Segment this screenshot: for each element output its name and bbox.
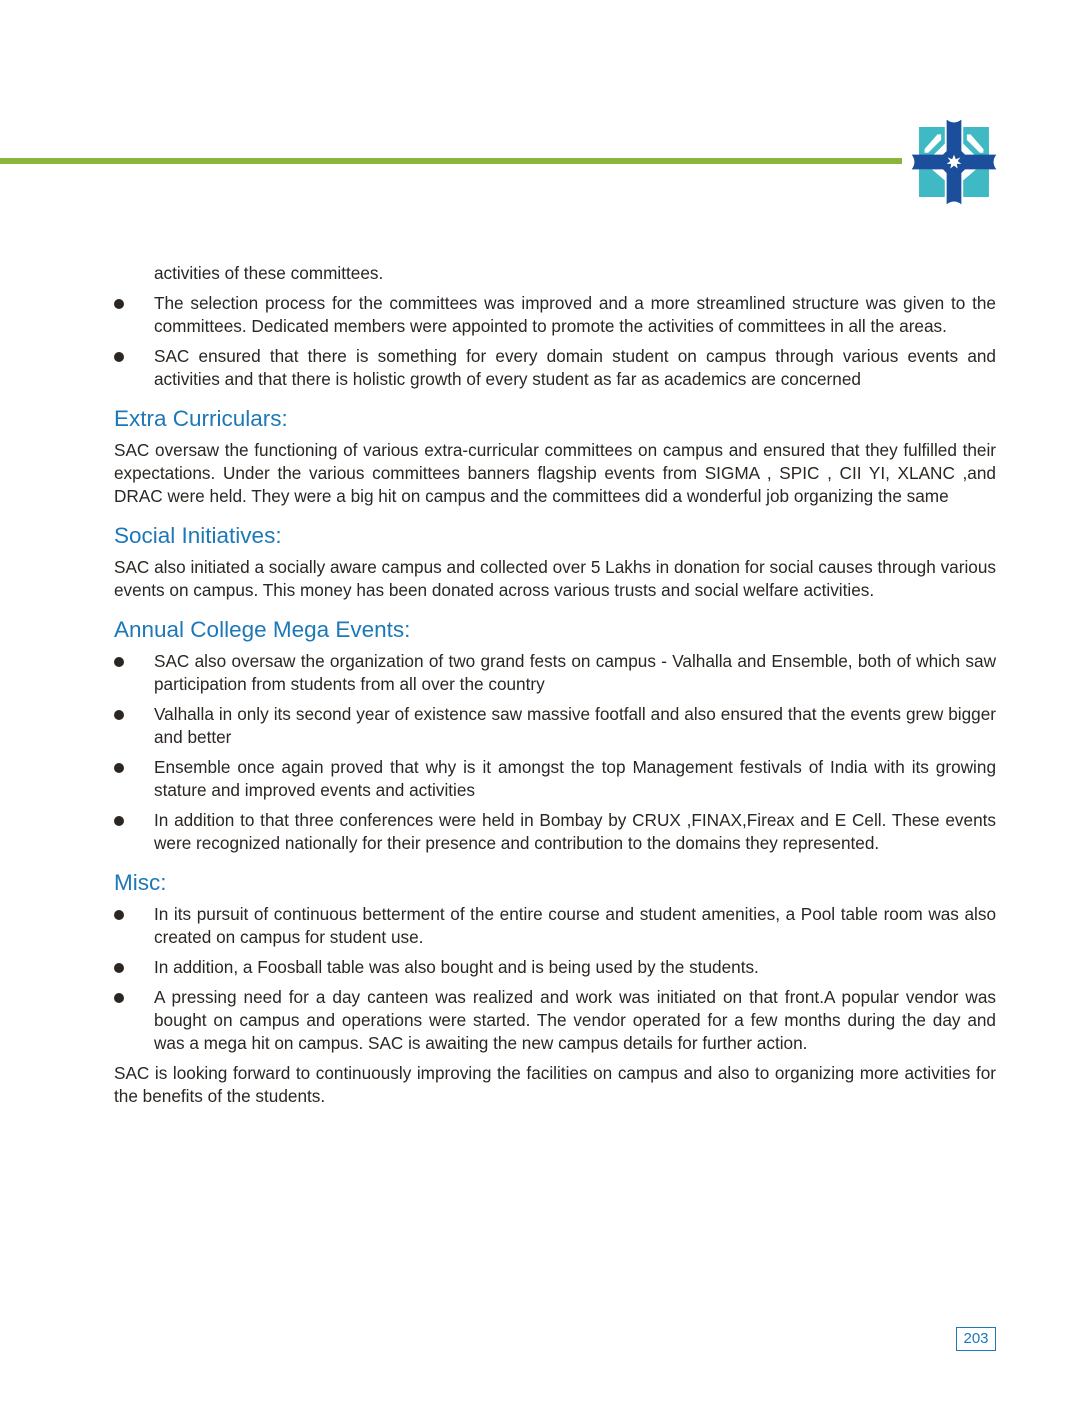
section-heading-social-initiatives: Social Initiatives:	[114, 523, 282, 548]
section-heading-mega-events: Annual College Mega Events:	[114, 617, 411, 642]
page-number: 203	[956, 1327, 996, 1351]
header-rule	[0, 158, 902, 164]
list-item: In its pursuit of continuous betterment of the entire course and student amenities, a Pool table room was also created on campus for student use.	[114, 903, 996, 949]
social-initiatives-body: SAC also initiated a socially aware campus and collected over 5 Lakhs in donation for social causes through various events on campus. This money has been donated across various trusts and social welfare activities.	[114, 557, 996, 600]
bullet-icon	[114, 993, 124, 1003]
bullet-icon	[114, 299, 124, 309]
list-item: SAC ensured that there is something for every domain student on campus through various events and activities and that there is holistic growth of every student as far as academics are concerned	[114, 345, 996, 391]
section-heading-extra-curriculars: Extra Curriculars:	[114, 406, 288, 431]
extra-curriculars-body: SAC oversaw the functioning of various extra-curricular committees on campus and ensured that they fulfilled their expectations. Under the various committees banners flagship events from SIGMA , SPIC , CII YI, XLANC ,and DRAC were held. They were a big hit on campus and the committees did a wonderful job organizing the same	[114, 440, 996, 506]
list-item: Valhalla in only its second year of existence saw massive footfall and also ensured that the events grew bigger and better	[114, 703, 996, 749]
institute-cross-emblem-icon	[908, 116, 1000, 208]
section-heading-misc: Misc:	[114, 870, 167, 895]
bullet-icon	[114, 963, 124, 973]
bullet-icon	[114, 657, 124, 667]
list-item: In addition, a Foosball table was also bought and is being used by the students.	[114, 956, 996, 979]
bullet-icon	[114, 763, 124, 773]
list-item: Ensemble once again proved that why is it amongst the top Management festivals of India with its growing stature and improved events and activities	[114, 756, 996, 802]
intro-bullet-list	[114, 292, 996, 391]
bullet-icon	[114, 816, 124, 826]
mega-events-bullet-list	[114, 650, 996, 855]
bullet-icon	[114, 910, 124, 920]
list-item: In addition to that three conferences were held in Bombay by CRUX ,FINAX,Fireax and E Cell. These events were recognized nationally for their presence and contribution to the domains they represented.	[114, 809, 996, 855]
list-item: SAC also oversaw the organization of two grand fests on campus - Valhalla and Ensemble, both of which saw participation from students from all over the country	[114, 650, 996, 696]
bullet-icon	[114, 710, 124, 720]
misc-bullet-list	[114, 903, 996, 1055]
intro-continuation: activities of these committees.	[154, 263, 384, 283]
list-item: A pressing need for a day canteen was realized and work was initiated on that front.A popular vendor was bought on campus and operations were started. The vendor operated for a few months during the day and was a mega hit on campus. SAC is awaiting the new campus details for further action.	[114, 986, 996, 1055]
list-item: The selection process for the committees was improved and a more streamlined structure was given to the committees. Dedicated members were appointed to promote the activities of committees in all the areas.	[114, 292, 996, 338]
closing-paragraph: SAC is looking forward to continuously improving the facilities on campus and also to organizing more activities for the benefits of the students.	[114, 1063, 996, 1106]
page-content	[114, 262, 996, 1115]
bullet-icon	[114, 352, 124, 362]
